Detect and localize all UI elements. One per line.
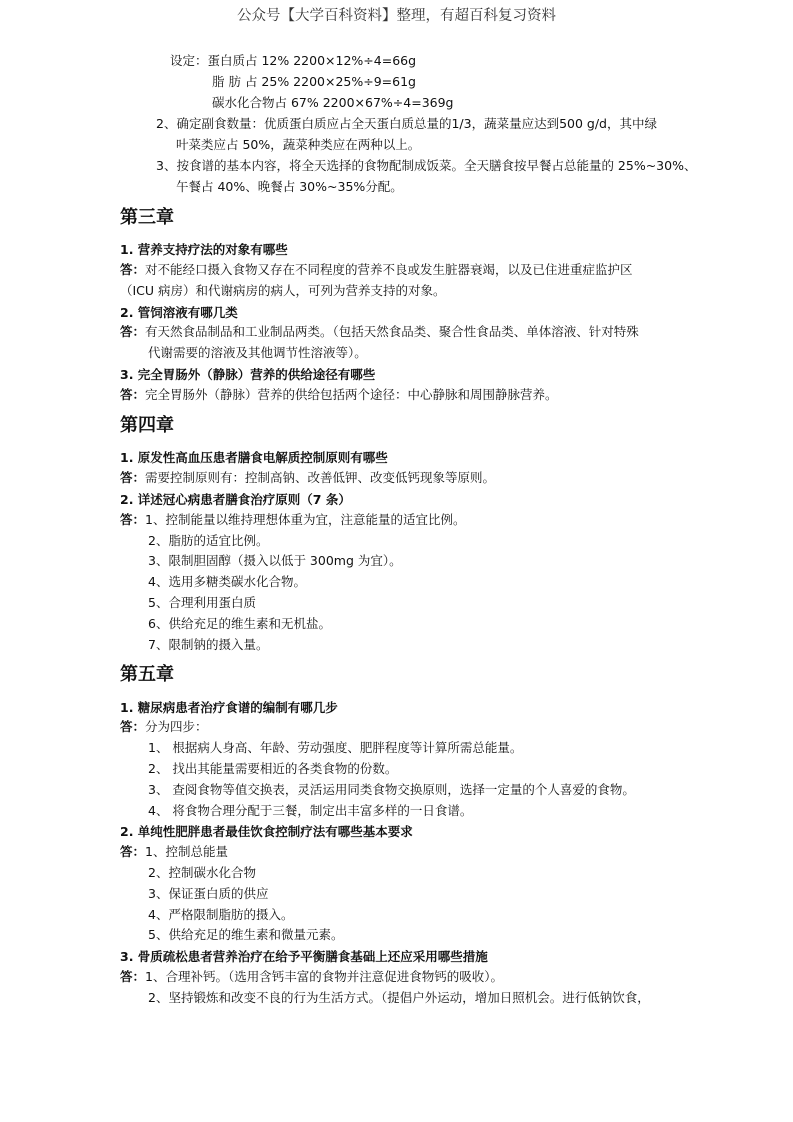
answer-line [120,323,639,341]
question-heading: 3. 骨质疏松患者营养治疗在给予平衡膳食基础上还应采用哪些措施 [120,949,488,964]
list-item: 4、选用多糖类碳水化合物。 [148,574,306,589]
answer-label: 答： [120,719,146,734]
list-item: 3、保证蛋白质的供应 [148,886,269,901]
list-item: 1、控制总能量 [145,844,228,859]
list-item: 3、限制胆固醇（摄入以低于 300mg 为宜）。 [148,553,402,568]
answer-line [120,469,495,487]
list-item: 2、 找出其能量需要相近的各类食物的份数。 [148,761,398,776]
answer-line [120,968,503,986]
answer-label: 答： [120,324,146,339]
intro-line: 脂 肪 占 25% 2200×25%÷9=61g [212,74,416,89]
list-item: 6、供给充足的维生素和无机盐。 [148,616,331,631]
question-heading: 2. 管饲溶液有哪几类 [120,305,238,320]
chapter-title: 第五章 [120,664,174,685]
question-heading: 1. 原发性高血压患者膳食电解质控制原则有哪些 [120,450,388,465]
question-heading: 2. 单纯性肥胖患者最佳饮食控制疗法有哪些基本要求 [120,824,413,839]
intro-line: 设定：蛋白质占 12% 2200×12%÷4=66g [170,53,417,68]
intro-line: 碳水化合物占 67% 2200×67%÷4=369g [212,95,454,110]
intro-line: 3、按食谱的基本内容，将全天选择的食物配制成饭菜。全天膳食按早餐占总能量的 25%~30%、 [156,158,697,173]
answer-line [120,511,465,529]
answer-label: 答： [120,844,146,859]
intro-line: 叶菜类应占 50%，蔬菜种类应在两种以上。 [176,137,421,152]
answer-label: 答： [120,262,146,277]
list-item: 2、坚持锻炼和改变不良的行为生活方式。（提倡户外运动，增加日照机会。进行低钠饮食， [148,990,650,1005]
answer-line: 代谢需要的溶液及其他调节性溶液等）。 [148,345,367,360]
list-item: 1、合理补钙。（选用含钙丰富的食物并注意促进食物钙的吸收）。 [145,969,503,984]
list-item: 7、限制钠的摄入量。 [148,637,269,652]
list-item: 4、 将食物合理分配于三餐，制定出丰富多样的一日食谱。 [148,803,473,818]
intro-line: 午餐占 40%、晚餐占 30%~35%分配。 [176,179,403,194]
answer-line [120,718,208,736]
list-item: 2、脂肪的适宜比例。 [148,533,269,548]
question-heading: 1. 营养支持疗法的对象有哪些 [120,242,288,257]
answer-label: 答： [120,969,146,984]
question-heading: 2. 详述冠心病患者膳食治疗原则（7 条） [120,492,351,507]
list-item: 1、 根据病人身高、年龄、劳动强度、肥胖程度等计算所需总能量。 [148,740,523,755]
answer-text: 对不能经口摄入食物又存在不同程度的营养不良或发生脏器衰竭，以及已住进重症监护区 [145,262,633,277]
answer-label: 答： [120,470,146,485]
question-heading: 3. 完全胃肠外（静脉）营养的供给途径有哪些 [120,367,376,382]
list-item: 3、 查阅食物等值交换表，灵活运用同类食物交换原则，选择一定量的个人喜爱的食物。 [148,782,635,797]
answer-text: 完全胃肠外（静脉）营养的供给包括两个途径：中心静脉和周围静脉营养。 [145,387,558,402]
question-heading: 1. 糖尿病患者治疗食谱的编制有哪几步 [120,700,338,715]
answer-label: 答： [120,387,146,402]
answer-text: 需要控制原则有：控制高钠、改善低钾、改变低钙现象等原则。 [145,470,496,485]
intro-line: 2、确定副食数量：优质蛋白质应占全天蛋白质总量的1/3，蔬菜量应达到500 g/d，其中绿 [156,116,657,131]
answer-line: （ICU 病房）和代谢病房的病人，可列为营养支持的对象。 [120,283,446,298]
answer-text: 分为四步： [145,719,208,734]
list-item: 5、供给充足的维生素和微量元素。 [148,927,344,942]
list-item: 4、严格限制脂肪的摄入。 [148,907,294,922]
answer-label: 答： [120,512,146,527]
answer-line [120,261,633,279]
chapter-title: 第三章 [120,207,174,228]
chapter-title: 第四章 [120,415,174,436]
answer-text: 有天然食品制品和工业制品两类。（包括天然食品类、聚合性食品类、单体溶液、针对特殊 [145,324,639,339]
list-item: 5、合理利用蛋白质 [148,595,256,610]
list-item: 2、控制碳水化合物 [148,865,256,880]
page-header: 公众号【大学百科资料】整理，有超百科复习资料 [237,8,556,24]
answer-line [120,843,228,861]
answer-line [120,386,558,404]
list-item: 1、控制能量以维持理想体重为宜，注意能量的适宜比例。 [145,512,466,527]
